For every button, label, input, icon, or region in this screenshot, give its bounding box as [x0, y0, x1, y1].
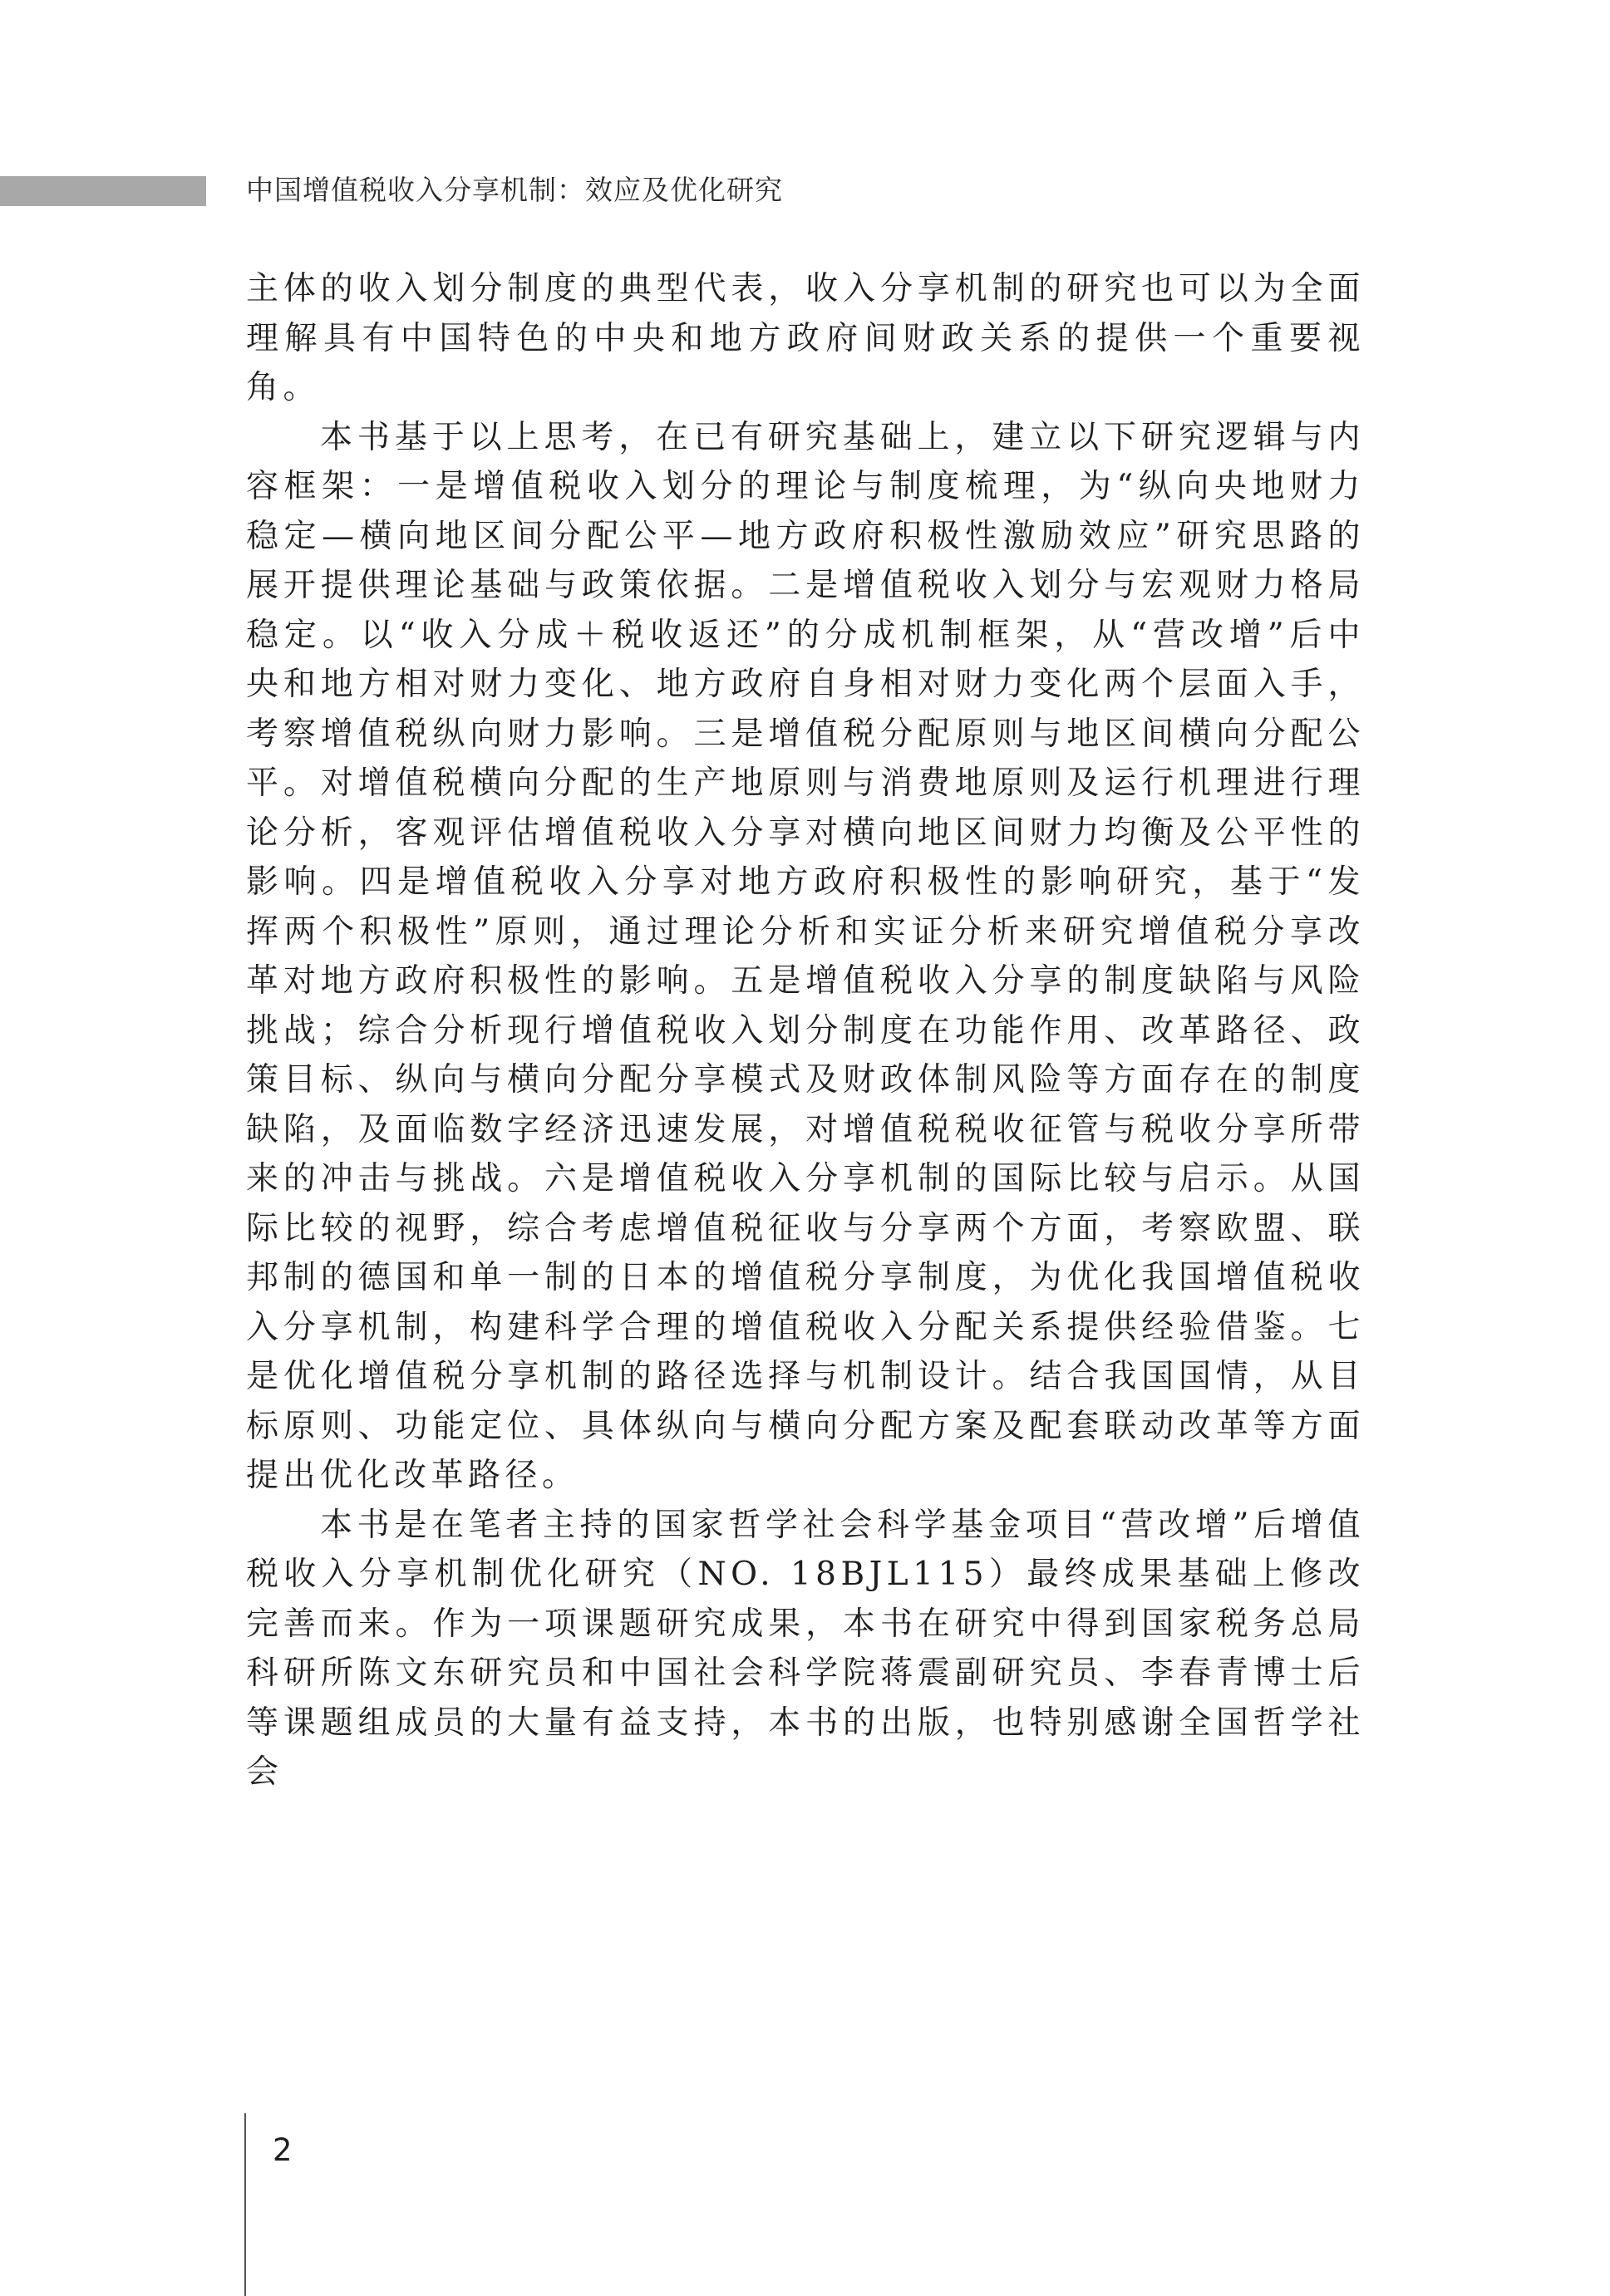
footer-vertical-rule — [244, 2113, 246, 2296]
running-header-title: 中国增值税收入分享机制：效应及优化研究 — [246, 174, 783, 206]
paragraph-acknowledgements: 本书是在笔者主持的国家哲学社会科学基金项目“营改增”后增值税收入分享机制优化研究（NO. 18BJL115）最终成果基础上修改完善而来。作为一项课题研究成果，本书在研究中得到国家税务总局科研所陈文东研究员和中国社会科学院蒋震副研究员、李春青博士后等课题组成员的大量有益支持，本书的出版，也特别感谢全国哲学社会 — [246, 1506, 1365, 1791]
paragraph-continuation: 主体的收入划分制度的典型代表，收入分享机制的研究也可以为全面理解具有中国特色的中央和地方政府间财政关系的提供一个重要视角。 — [246, 270, 1365, 406]
header-decoration-bar — [0, 176, 206, 206]
paragraph-research-framework: 本书基于以上思考，在已有研究基础上，建立以下研究逻辑与内容框架：一是增值税收入划分的理论与制度梳理，为“纵向央地财力稳定—横向地区间分配公平—地方政府积极性激励效应”研究思路的展开提供理论基础与政策依据。二是增值税收入划分与宏观财力格局稳定。以“收入分成＋税收返还”的分成机制框架，从“营改增”后中央和地方相对财力变化、地方政府自身相对财力变化两个层面入手，考察增值税纵向财力影响。三是增值税分配原则与地区间横向分配公平。对增值税横向分配的生产地原则与消费地原则及运行机理进行理论分析，客观评估增值税收入分享对横向地区间财力均衡及公平性的影响。四是增值税收入分享对地方政府积极性的影响研究，基于“发挥两个积极性”原则，通过理论分析和实证分析来研究增值税分享改革对地方政府积极性的影响。五是增值税收入分享的制度缺陷与风险挑战；综合分析现行增值税收入划分制度在功能作用、改革路径、政策目标、纵向与横向分配分享模式及财政体制风险等方面存在的制度缺陷，及面临数字经济迅速发展，对增值税税收征管与税收分享所带来的冲击与挑战。六是增值税收入分享机制的国际比较与启示。从国际比较的视野，综合考虑增值税征收与分享两个方面，考察欧盟、联邦制的德国和单一制的日本的增值税分享制度，为优化我国增值税收入分享机制，构建科学合理的增值税收入分配关系提供经验借鉴。七是优化增值税分享机制的路径选择与机制设计。结合我国国情，从目标原则、功能定位、具体纵向与横向分配方案及配套联动改革等方面提出优化改革路径。 — [246, 418, 1365, 1494]
body-text — [246, 264, 1365, 1797]
page-number: 2 — [273, 2132, 293, 2168]
